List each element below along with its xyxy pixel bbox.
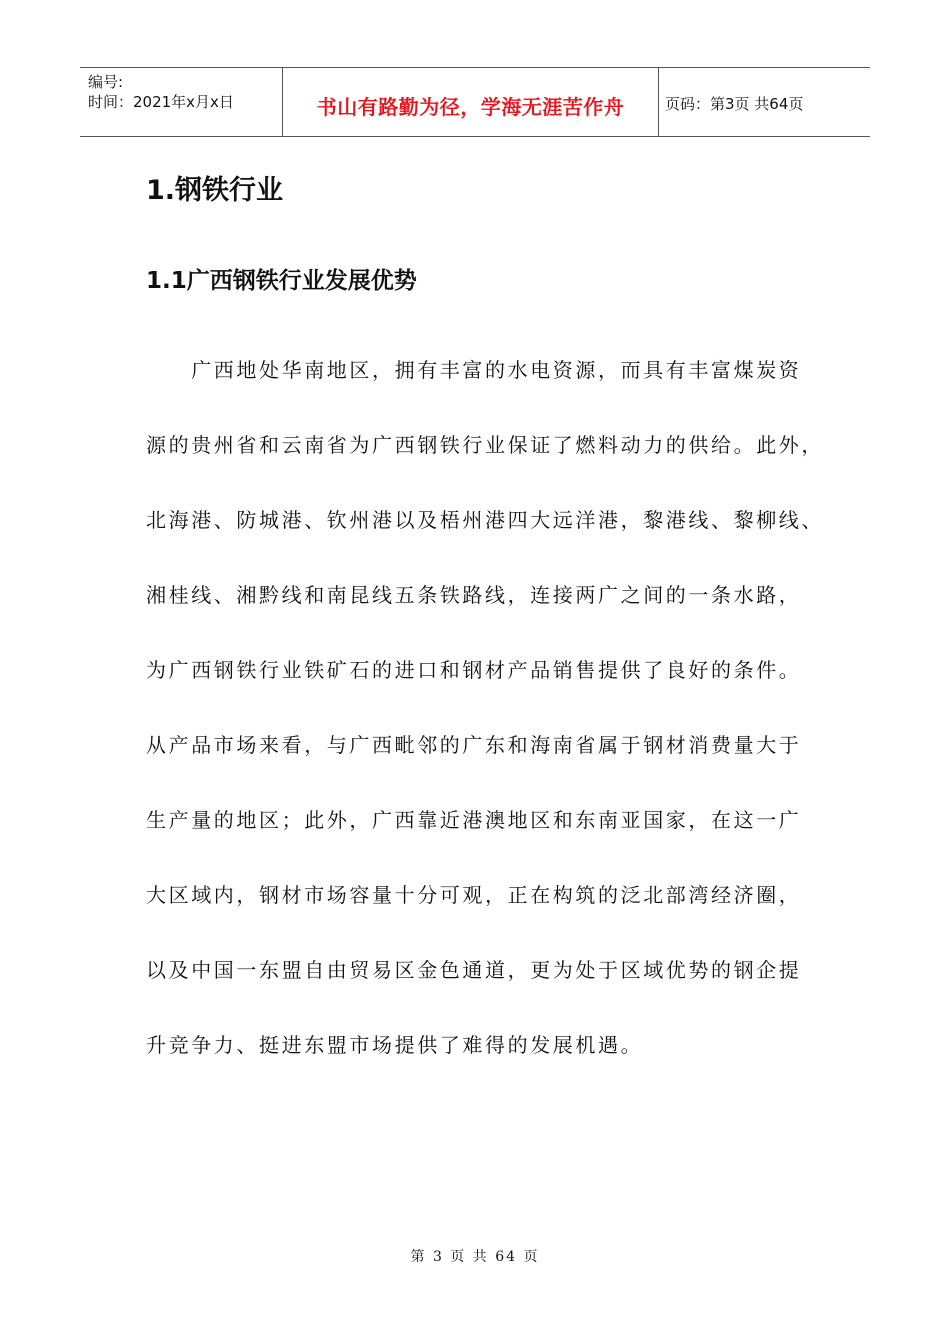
- body-line: 从产品市场来看，与广西毗邻的广东和海南省属于钢材消费量大于: [146, 733, 802, 757]
- subsection-heading: 1.1广西钢铁行业发展优势: [146, 268, 417, 294]
- body-line: 升竞争力、挺进东盟市场提供了难得的发展机遇。: [146, 1033, 644, 1057]
- header-motto: 书山有路勤为径，学海无涯苦作舟: [316, 95, 625, 119]
- header-meta: [88, 72, 278, 112]
- header-page-info: 页码：第3页 共64页: [665, 95, 804, 113]
- header-divider: [658, 68, 659, 136]
- header-time-label: 时间：2021年x月x日: [88, 93, 234, 111]
- body-line: 源的贵州省和云南省为广西钢铁行业保证了燃料动力的供给。此外，: [146, 433, 824, 457]
- body-line: 广西地处华南地区，拥有丰富的水电资源，而具有丰富煤炭资: [146, 358, 802, 382]
- header-code-label: 编号:: [88, 73, 124, 91]
- body-line: 北海港、防城港、钦州港以及梧州港四大远洋港，黎港线、黎柳线、: [146, 508, 824, 532]
- page-footer: 第 3 页 共 64 页: [410, 1249, 540, 1265]
- section-heading: 1.钢铁行业: [146, 175, 284, 206]
- body-line: 为广西钢铁行业铁矿石的进口和钢材产品销售提供了良好的条件。: [146, 658, 802, 682]
- body-line: 生产量的地区；此外，广西靠近港澳地区和东南亚国家，在这一广: [146, 808, 802, 832]
- page-header: [80, 67, 870, 137]
- body-line: 大区域内，钢材市场容量十分可观，正在构筑的泛北部湾经济圈，: [146, 883, 802, 907]
- body-line: 以及中国一东盟自由贸易区金色通道，更为处于区域优势的钢企提: [146, 958, 802, 982]
- body-line: 湘桂线、湘黔线和南昆线五条铁路线，连接两广之间的一条水路，: [146, 583, 802, 607]
